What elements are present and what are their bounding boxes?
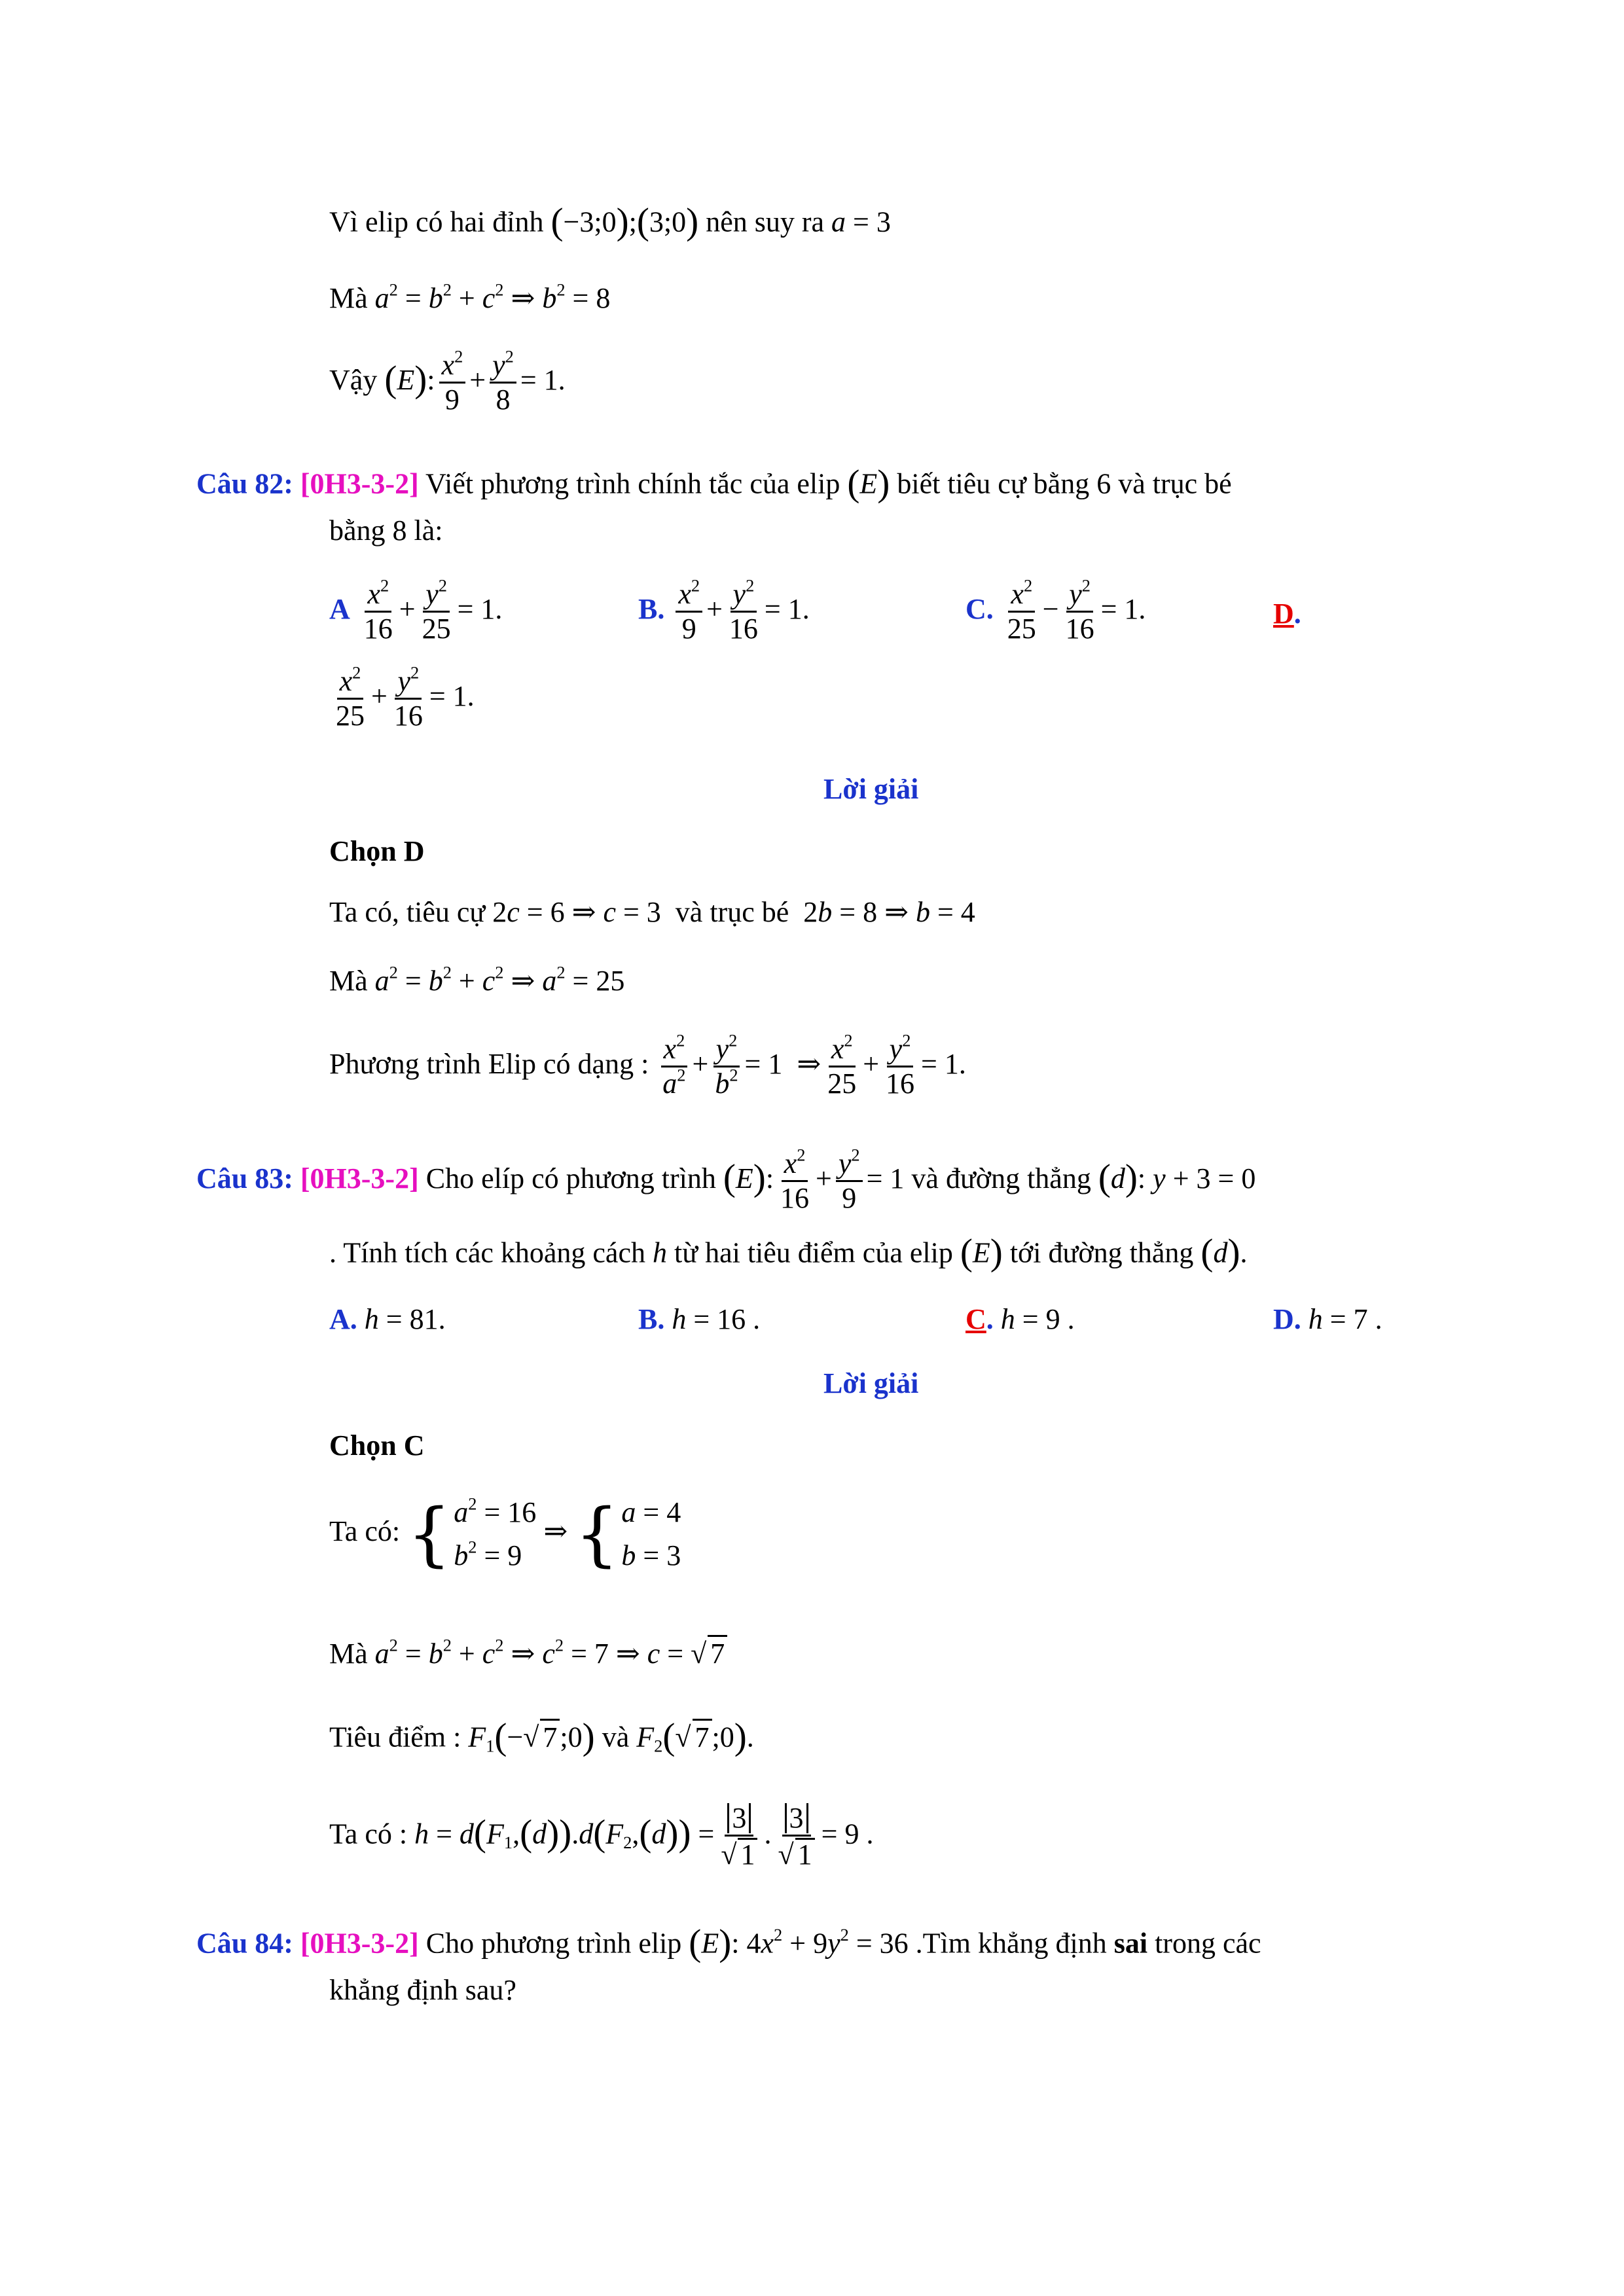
question-82-cont: bằng 8 là: (329, 514, 443, 547)
question-83-cont: . Tính tích các khoảng cách h từ hai tiêu điểm của elip (E) tới đường thẳng (d). (329, 1232, 1248, 1273)
solution-heading-83: Lời giải (823, 1367, 919, 1399)
question-84: Câu 84: [0H3-3-2] Cho phương trình elip (E): $4x^2 + 9y^2 = 36$ .Tìm khẳng định sai trong các (196, 1922, 1261, 1964)
choice-82: Chọn D (329, 835, 425, 867)
step-83-3: Tiêu điểm : $F_1(-√$ 7;0) và $F_2(√$ 7;0). (329, 1716, 754, 1757)
question-82: Câu 82: [0H3-3-2] Viết phương trình chính tắc của elip (E) biết tiêu cự bằng 6 và trục bé (196, 463, 1232, 504)
option-82-b[interactable]: B. $\frac{x^2}{9}$ + $\frac{y^2}{16}$ = 1. (638, 575, 810, 645)
step-83-1: Ta có: { $a^2 = 16$ $b^2 = 9$ ⇒ { a = 4 b = 3 (329, 1494, 681, 1575)
option-82-d-value: $\frac{x^2}{25}$ + $\frac{y^2}{16}$ = 1. (336, 662, 475, 732)
step-82-1: Ta có, tiêu cự 2c = 6 ⇒ c = 3 và trục bé 2b = 8 ⇒ b = 4 (329, 896, 975, 928)
step-83-2: Mà $a^2 = b^2 + c^2$ ⇒ $c^2 = 7$ ⇒ c = √ 7 (329, 1635, 727, 1672)
option-83-a[interactable]: A. h = 81. (329, 1303, 446, 1335)
question-82-tag: [0H3-3-2] (300, 467, 419, 500)
solution-heading-82: Lời giải (823, 773, 919, 805)
intro-line-2: Mà $a^2 = b^2 + c^2$ ⇒ $b^2 = 8$ (329, 279, 611, 314)
option-83-d[interactable]: D. h = 7 . (1273, 1303, 1382, 1335)
intro-line-1: Vì elip có hai đỉnh (−3;0);(3;0) nên suy ra a = 3 (329, 201, 891, 242)
option-82-d[interactable]: D. (1273, 598, 1301, 630)
question-83: Câu 83: [0H3-3-2] Cho elíp có phương trình (E): $\frac{x^2}{16}$ + $\frac{y^2}{9}$ = 1 và đường thẳng (d): y + 3 = 0 (196, 1145, 1256, 1215)
option-83-b[interactable]: B. h = 16 . (638, 1303, 761, 1335)
question-82-label: Câu 82: (196, 467, 293, 500)
step-82-3: Phương trình Elip có dạng : $\frac{x^2}{a^2}$ + $\frac{y^2}{b^2}$ = 1 ⇒ $\frac{x^2}{25}$ + $\frac{y^2}{16}$ = 1. (329, 1030, 966, 1100)
option-82-a[interactable]: A $\frac{x^2}{16}$ + $\frac{y^2}{25}$ = 1. (329, 575, 503, 645)
question-83-label: Câu 83: (196, 1162, 293, 1194)
question-84-cont: khẳng định sau? (329, 1974, 516, 2006)
option-83-c[interactable]: C. h = 9 . (965, 1303, 1075, 1335)
step-83-4: Ta có : $h = d(F_1,(d)).d(F_2,(d))$ = $\frac{3}{√ 1}$ . $\frac{3}{√ 1}$ = 9 . (329, 1802, 874, 1871)
question-84-label: Câu 84: (196, 1927, 293, 1960)
intro-line-3: Vậy (E): $\frac{x^2}{9}$ + $\frac{y^2}{8}$ = 1. (329, 346, 566, 416)
step-82-2: Mà $a^2 = b^2 + c^2$ ⇒ $a^2 = 25$ (329, 962, 625, 997)
choice-83: Chọn C (329, 1429, 425, 1462)
question-84-tag: [0H3-3-2] (300, 1927, 419, 1960)
option-82-c[interactable]: C. $\frac{x^2}{25}$ − $\frac{y^2}{16}$ = 1. (965, 575, 1146, 645)
question-83-tag: [0H3-3-2] (300, 1162, 419, 1194)
